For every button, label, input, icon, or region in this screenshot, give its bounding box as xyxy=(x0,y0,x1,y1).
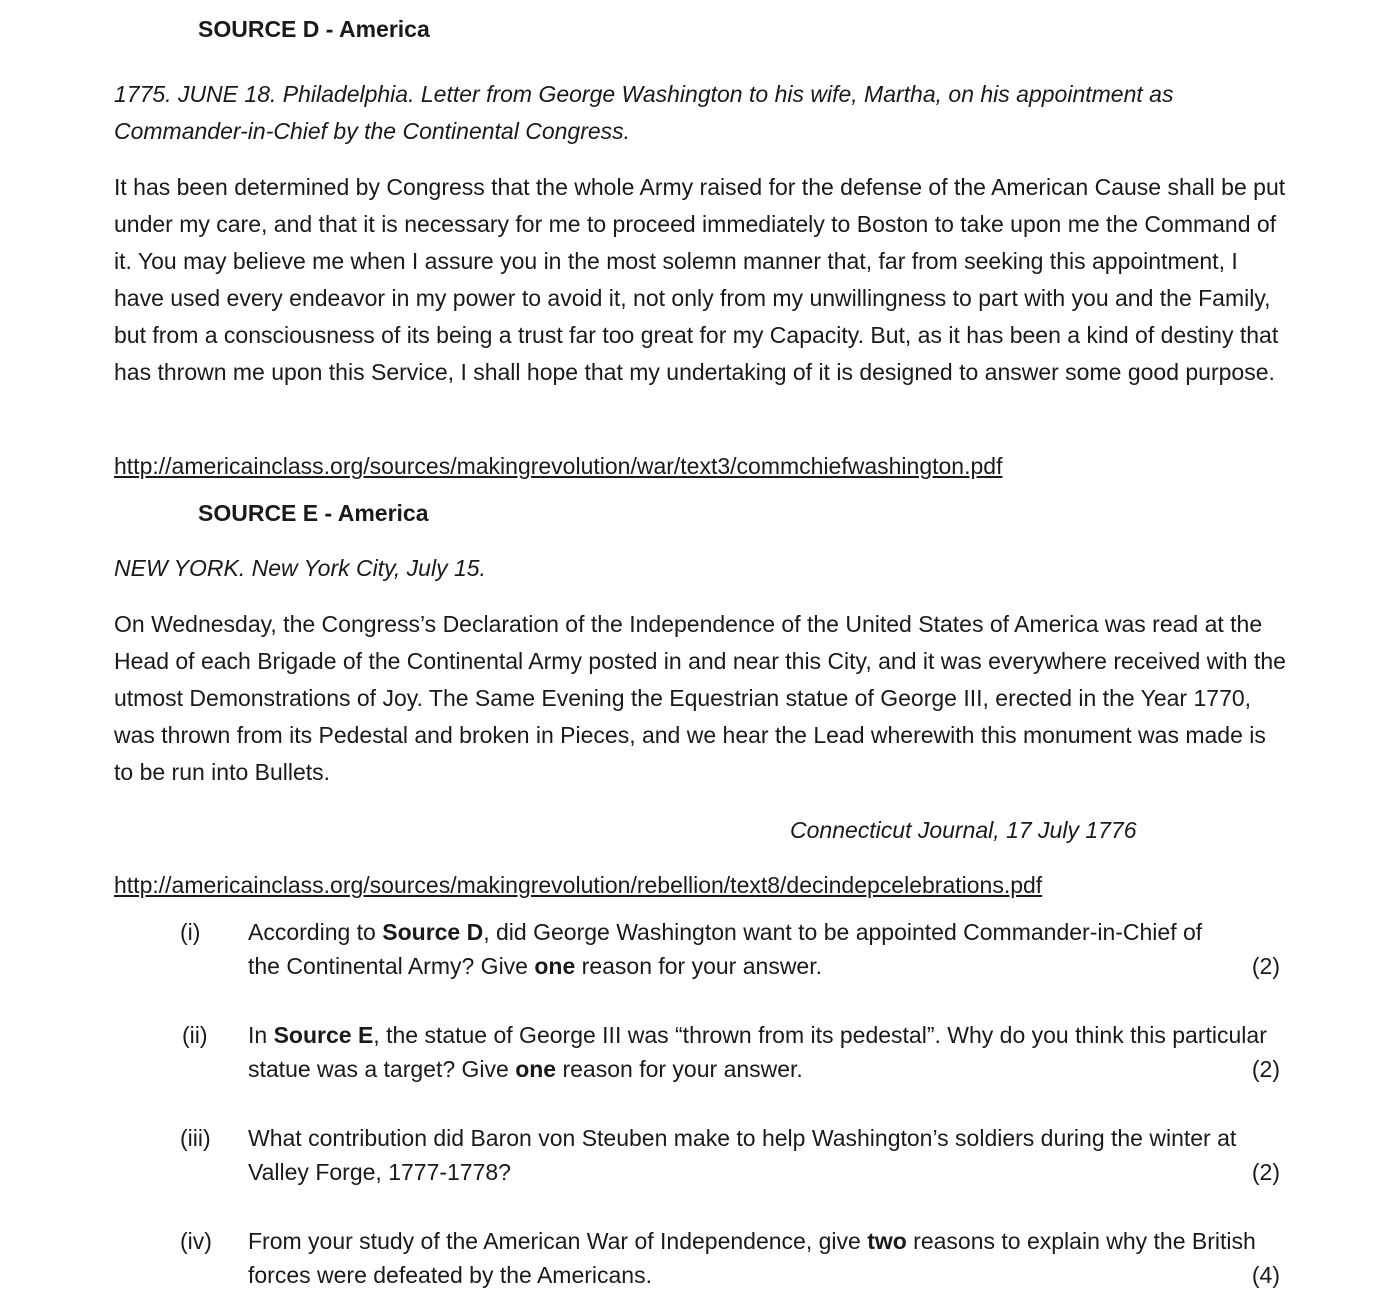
source-e-intro: NEW YORK. New York City, July 15. xyxy=(114,555,486,581)
question-1-marks: (2) xyxy=(1251,953,1280,979)
question-3-marks: (2) xyxy=(1251,1159,1280,1185)
question-2-marks: (2) xyxy=(1251,1056,1280,1082)
question-2-text: In Source E, the statue of George III was “thrown from its pedestal”. Why do you think this particular statue was a target? Give one reason for your answer. xyxy=(248,1022,1267,1082)
source-d-intro: 1775. JUNE 18. Philadelphia. Letter from George Washington to his wife, Martha, on his appointment as Commander-in-Chief by the Continental Congress. xyxy=(114,81,1174,144)
source-e-heading: SOURCE E - America xyxy=(198,500,429,526)
source-e-attribution: Connecticut Journal, 17 July 1776 xyxy=(790,817,1137,843)
question-3-number: (iii) xyxy=(180,1125,211,1151)
question-1-text: According to Source D, did George Washington want to be appointed Commander-in-Chief of the Continental Army? Give one reason for your answer. xyxy=(248,919,1203,979)
question-4-text: From your study of the American War of Independence, give two reasons to explain why the British forces were defeated by the Americans. xyxy=(248,1228,1256,1288)
question-4-marks: (4) xyxy=(1251,1262,1280,1288)
source-d-heading: SOURCE D - America xyxy=(198,16,430,42)
source-d-link[interactable]: http://americainclass.org/sources/makingrevolution/war/text3/commchiefwashington.pdf xyxy=(114,453,1003,479)
source-d-body: It has been determined by Congress that the whole Army raised for the defense of the American Cause shall be put under my care, and that it is necessary for me to proceed immediately to Boston to take upon me the Command of it. You may believe me when I assure you in the most solemn manner that, far from seeking this appointment, I have used every endeavor in my power to avoid it, not only from my unwillingness to part with you and the Family, but from a consciousness of its being a trust far too great for my Capacity. But, as it has been a kind of destiny that has thrown me upon this Service, I shall hope that my undertaking of it is designed to answer some good purpose. xyxy=(114,174,1286,385)
source-e-link[interactable]: http://americainclass.org/sources/makingrevolution/rebellion/text8/decindepcelebrations.pdf xyxy=(114,872,1043,898)
question-2-number: (ii) xyxy=(182,1022,208,1048)
source-e-body: On Wednesday, the Congress’s Declaration of the Independence of the United States of America was read at the Head of each Brigade of the Continental Army posted in and near this City, and it was everywhere received with the utmost Demonstrations of Joy. The Same Evening the Equestrian statue of George III, erected in the Year 1770, was thrown from its Pedestal and broken in Pieces, and we hear the Lead wherewith this monument was made is to be run into Bullets. xyxy=(114,611,1286,785)
question-4-number: (iv) xyxy=(180,1228,212,1254)
question-1-number: (i) xyxy=(180,919,201,945)
question-3-text: What contribution did Baron von Steuben make to help Washington’s soldiers during the winter at Valley Forge, 1777-1778? xyxy=(248,1125,1237,1185)
